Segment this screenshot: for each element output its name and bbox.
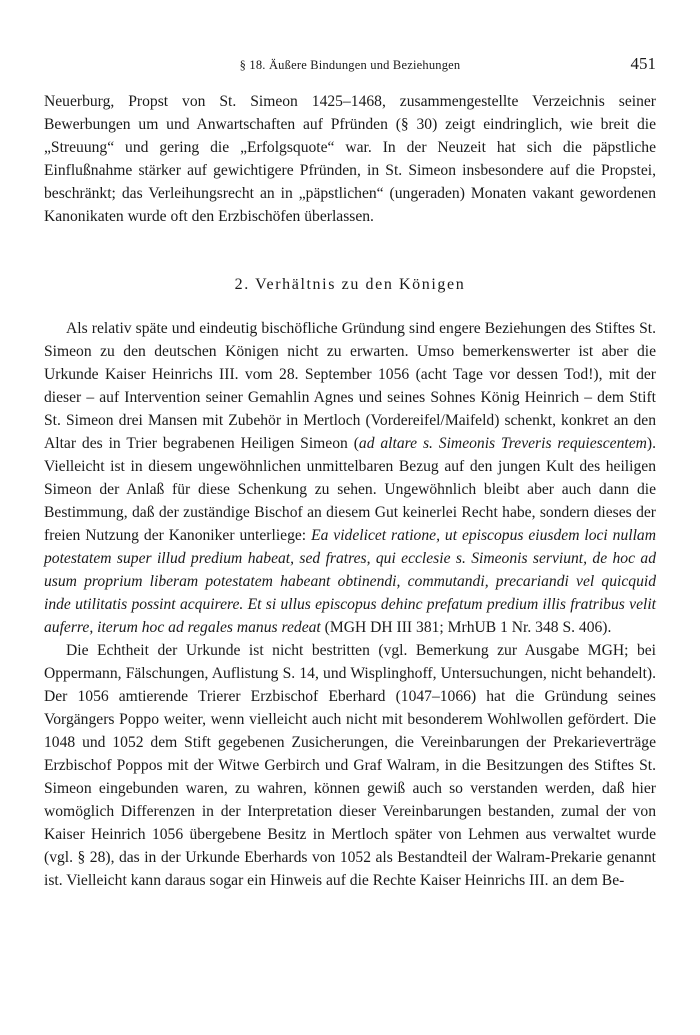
continuation-paragraph-block (44, 90, 656, 228)
main-text-block (44, 317, 656, 892)
running-title: § 18. Äußere Bindungen und Beziehungen (239, 58, 461, 72)
section-heading: 2. Verhältnis zu den Königen (234, 276, 466, 293)
latin-quote: ad altare s. Simeonis Treveris requiescentem (358, 435, 647, 452)
paragraph-text: Als relativ späte und eindeutig bischöfliche Gründung sind engere Beziehungen des Stiftes St. Simeon zu den deutschen Königen nicht zu erwarten. Umso bemerkenswerter ist aber die Urkunde Kaiser Heinrichs III. vom 28. September 1056 (acht Tage vor dessen Tod!), mit der dieser – auf Intervention seiner Gemahlin Agnes und seines Sohnes König Heinrich – dem Stift St. Simeon drei Mansen mit Zubehör in Mertloch (Vordereifel/Maifeld) schenkt, konkret an den Altar des in Trier begrabenen Heiligen Simeon ( (44, 320, 656, 452)
paragraph-royal-charter (44, 317, 656, 639)
running-head (44, 54, 656, 78)
paragraph-continuation: Neuerburg, Propst von St. Simeon 1425–1468, zusammengestellte Verzeichnis seiner Bewerbungen um und Anwartschaften auf Pfründen (§ 30) zeigt eindringlich, wie breit die „Streuung“ und gering die „Erfolgsquote“ war. In der Neuzeit hat sich die päpstliche Einflußnahme stärker auf gewichtigere Pfründen, in St. Simeon insbesondere auf die Propstei, beschränkt; das Verleihungsrecht an in „päpstlichen“ (ungeraden) Monaten vakant gewordenen Kanonikaten wurde oft den Erzbischöfen überlassen. (44, 93, 656, 225)
paragraph-authenticity: Die Echtheit der Urkunde ist nicht bestritten (vgl. Bemerkung zur Ausgabe MGH; bei Oppermann, Fälschungen, Auflistung S. 14, und Wisplinghoff, Untersuchungen, nicht behandelt). Der 1056 amtierende Trierer Erzbischof Eberhard (1047–1066) hat die Gründung seines Vorgängers Poppo weiter, wenn vielleicht auch nicht mit besonderem Wohlwollen gefördert. Die 1048 und 1052 dem Stift gegebenen Zusicherungen, die Vereinbarungen der Prekarieverträge Erzbischof Poppos mit der Witwe Gerbirch und Graf Walram, in die Besitzungen des Stiftes St. Simeon eingebunden waren, zu wahren, können gewiß auch so verstanden werden, daß hier womöglich Differenzen in der Interpretation dieser Vereinbarungen bestanden, zumal der von Kaiser Heinrich 1056 übergebene Besitz in Mertloch später von Lehmen aus verwaltet wurde (vgl. § 28), das in der Urkunde Eberhards von 1052 als Bestandteil der Walram-Prekarie genannt ist. Vielleicht kann daraus sogar ein Hinweis auf die Rechte Kaiser Heinrichs III. an dem Be- (44, 642, 656, 889)
page-number: 451 (630, 54, 656, 73)
latin-quote: Ea videlicet ratione, ut episcopus eiusdem loci nullam potestatem super illud predium habeat, sed fratres, qui ecclesie s. Simeonis serviunt, de hoc ad usum proprium liberam potestatem habeant obtinendi, commutandi, precariandi vel quicquid inde utilitatis possint acquirere. Et si ullus episcopus dehinc prefatum predium illis fratribus velit auferre, iterum hoc ad regales manus redeat (44, 527, 656, 636)
paragraph-text: (MGH DH III 381; MrhUB 1 Nr. 348 S. 406). (320, 619, 612, 636)
paragraph-text: ). Vielleicht ist in diesem ungewöhnlichen unmittelbaren Bezug auf den jungen Kult des heiligen Simeon der Anlaß für diese Schenkung zu sehen. Ungewöhnlich bleibt aber auch dann die Bestimmung, daß der zuständige Bischof an diesem Gut keinerlei Recht habe, sondern dieses der freien Nutzung der Kanoniker unterliege: (44, 435, 656, 544)
